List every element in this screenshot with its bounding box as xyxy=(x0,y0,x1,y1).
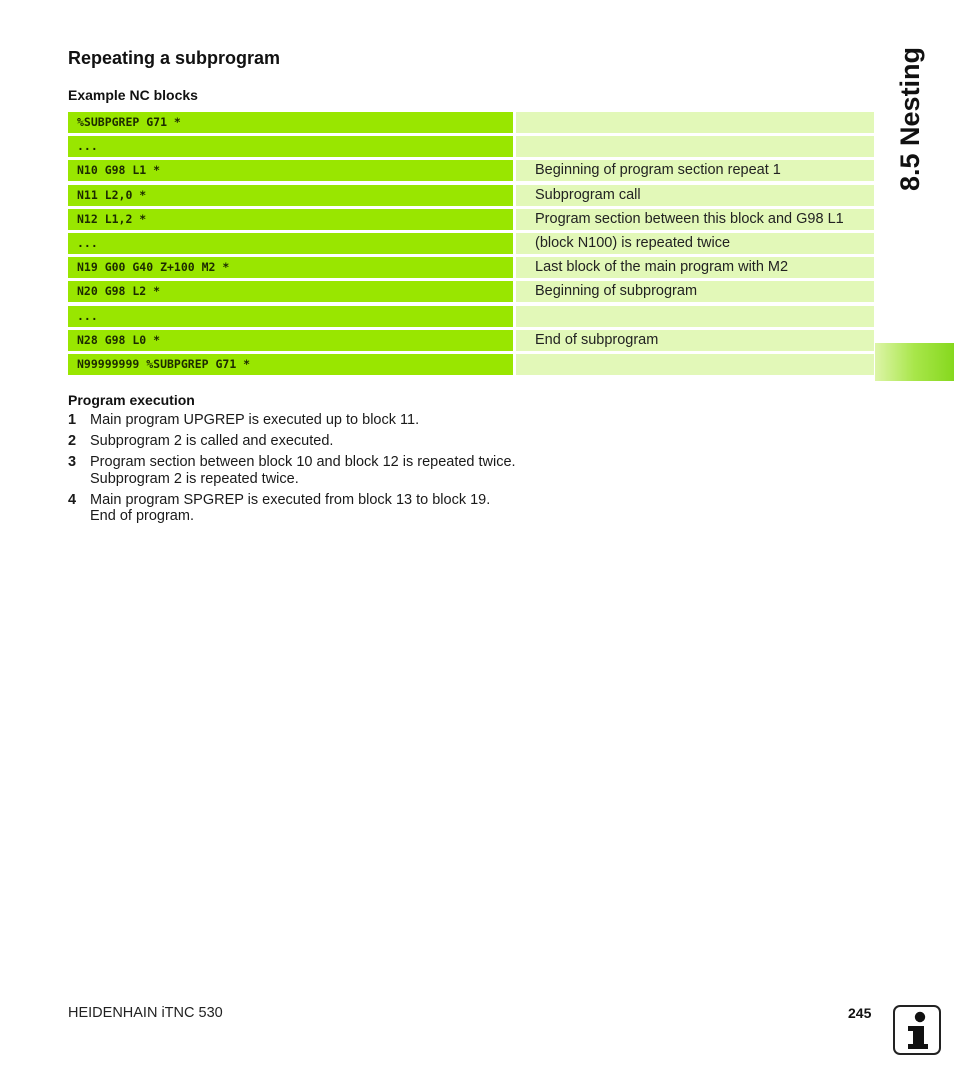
page-number: 245 xyxy=(848,1005,872,1021)
nc-comment-cell: Subprogram call xyxy=(516,185,874,206)
table-row xyxy=(68,281,874,302)
nc-code-cell: ... xyxy=(68,136,513,157)
nc-code-cell: N20 G98 L2 * xyxy=(68,281,513,302)
nc-comment-cell: (block N100) is repeated twice xyxy=(516,233,874,254)
nc-comment-cell: Beginning of subprogram xyxy=(516,281,874,302)
program-execution-title: Program execution xyxy=(68,392,195,408)
nc-blocks-table xyxy=(68,112,874,378)
nc-comment-cell xyxy=(516,306,874,327)
nc-comment-cell: Beginning of program section repeat 1 xyxy=(516,160,874,181)
table-row xyxy=(68,233,874,254)
step-number: 2 xyxy=(68,433,77,449)
table-row xyxy=(68,306,874,327)
nc-code-cell: N28 G98 L0 * xyxy=(68,330,513,351)
nc-code-cell: N12 L1,2 * xyxy=(68,209,513,230)
table-row xyxy=(68,160,874,181)
step-text: Program section between block 10 and block 12 is repeated twice. Subprogram 2 is repeated twice. xyxy=(90,454,516,487)
nc-code-cell: ... xyxy=(68,233,513,254)
step-number: 4 xyxy=(68,491,77,508)
step-number: 3 xyxy=(68,454,77,470)
nc-code-cell: %SUBPGREP G71 * xyxy=(68,112,513,133)
section-title: Repeating a subprogram xyxy=(68,48,281,68)
example-title: Example NC blocks xyxy=(68,87,198,103)
table-row xyxy=(68,185,874,206)
step-text: Main program SPGREP is executed from block 13 to block 19. End of program. xyxy=(90,491,491,524)
table-row xyxy=(68,209,874,230)
nc-comment-cell: Last block of the main program with M2 xyxy=(516,257,874,278)
table-row xyxy=(68,330,874,351)
nc-comment-cell: Program section between this block and G98 L1 xyxy=(516,209,874,230)
table-row xyxy=(68,112,874,133)
nc-comment-cell xyxy=(516,112,874,133)
step-text: Main program UPGREP is executed up to block 11. xyxy=(90,412,420,428)
footer-product-name: HEIDENHAIN iTNC 530 xyxy=(68,1005,223,1021)
info-icon xyxy=(893,1005,941,1055)
list-item xyxy=(68,433,518,450)
nc-comment-cell: End of subprogram xyxy=(516,330,874,351)
table-row xyxy=(68,136,874,157)
nc-code-cell: N99999999 %SUBPGREP G71 * xyxy=(68,354,513,375)
chapter-side-tab xyxy=(875,343,954,381)
table-row xyxy=(68,354,874,375)
execution-steps-list xyxy=(68,412,518,529)
nc-comment-cell xyxy=(516,354,874,375)
chapter-vertical-title: 8.5 Nesting xyxy=(895,46,925,191)
nc-code-cell: N10 G98 L1 * xyxy=(68,160,513,181)
table-row xyxy=(68,257,874,278)
nc-code-cell: N11 L2,0 * xyxy=(68,185,513,206)
step-text: Subprogram 2 is called and executed. xyxy=(90,433,334,449)
list-item xyxy=(68,412,518,429)
nc-comment-cell xyxy=(516,136,874,157)
step-number: 1 xyxy=(68,412,77,428)
list-item xyxy=(68,454,518,487)
nc-code-cell: N19 G00 G40 Z+100 M2 * xyxy=(68,257,513,278)
nc-code-cell: ... xyxy=(68,306,513,327)
list-item xyxy=(68,492,518,525)
